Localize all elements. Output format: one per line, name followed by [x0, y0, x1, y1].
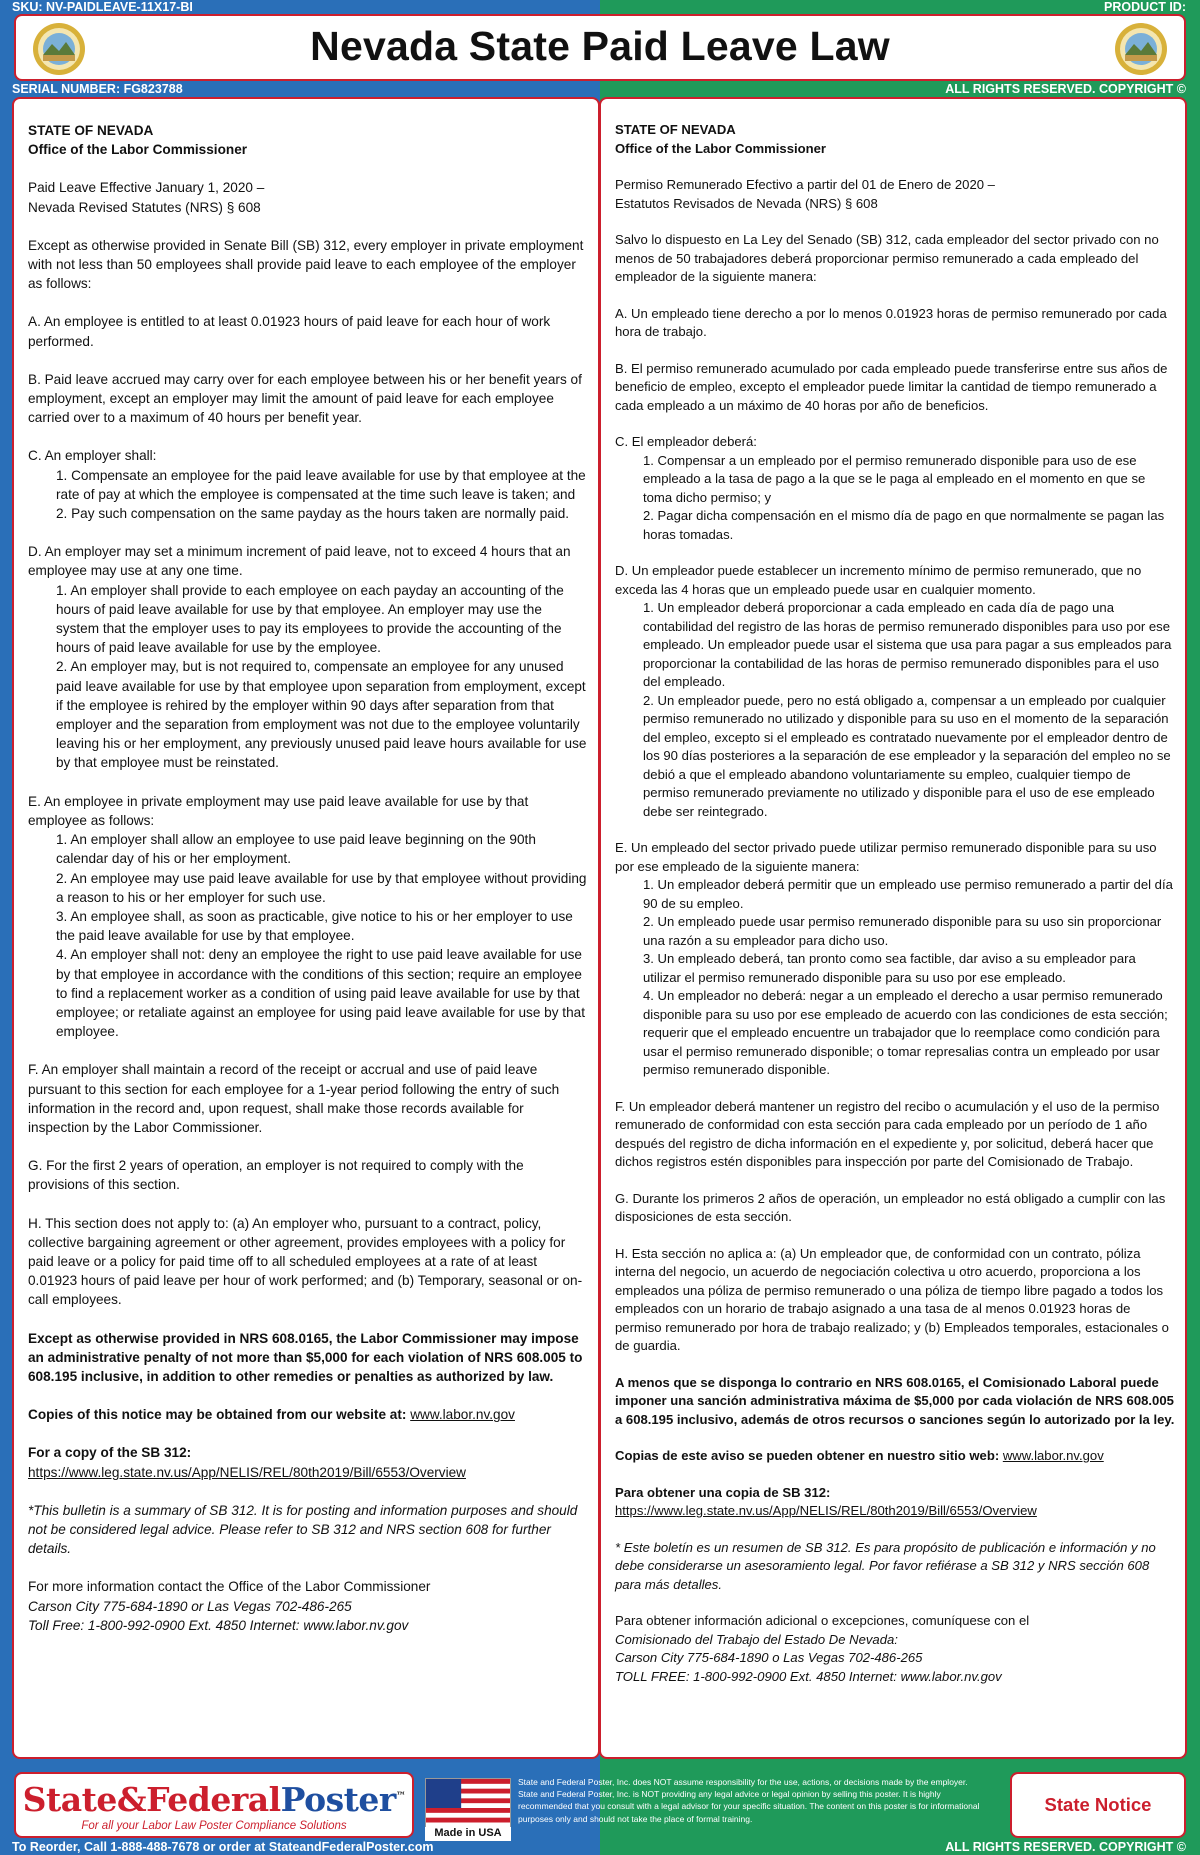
state-heading: STATE OF NEVADA — [615, 122, 736, 137]
sb-copy-label: Para obtener una copia de SB 312: — [615, 1484, 831, 1500]
section-e-item-2: 2. Un empleado puede usar permiso remunerado disponible para su uso sin proporcionar una razón a su empleador para dicho uso. — [643, 914, 1162, 948]
section-c-item-1: 1. Compensar a un empleado por el permiso remunerado disponible para uso de ese empleado a la tasa de pago a la que se le paga al empleado en el momento en que se toma dicho permiso; y — [643, 452, 1146, 505]
contact-line-2: Comisionado del Trabajo del Estado De Nevada: — [615, 1631, 898, 1647]
logo-tagline: For all your Labor Law Poster Compliance Solutions — [81, 1820, 347, 1832]
summary-note: * Este boletín es un resumen de SB 312. Es para propósito de publicación e información y no debe considerarse un asesoramiento legal. Por favor refiérase a SB 312 y NRS sección 608 para más detalles. — [615, 1539, 1156, 1592]
section-d-heading: D. Un empleador puede establecer un incremento mínimo de permiso remunerado, que no exceda las 4 horas que un empleado puede usar en cualquier momento. — [615, 563, 1142, 597]
section-e-item-4: 4. Un empleador no deberá: negar a un empleado el derecho a usar permiso remunerado disponible para su uso por ese empleado de acuerdo con las condiciones de esta sección; requerir que el empleado encuentre un trabajador que lo reemplace como condición para usar el permiso remunerado disponible; o tomar represalias contra un empleado por usar permiso remunerado disponible. — [643, 988, 1168, 1077]
effective-date: Paid Leave Effective January 1, 2020 – — [28, 180, 265, 196]
nevada-seal-icon — [1114, 22, 1168, 76]
website-link[interactable]: www.labor.nv.gov — [1002, 1448, 1104, 1463]
section-h: H. Esta sección no aplica a: (a) Un empleador que, de conformidad con un contrato, póliza interna del negocio, un acuerdo de negociación colectiva u otro acuerdo, proporciona a los empleados una póliza de permiso remunerado o una póliza de tiempo libre pagado a todos los empleados con un horario de trabajo asignado a una tasa de al menos 0.01923 horas de permiso remunerado por hora de trabajo realizado; y (b) Empleados temporales, estacionales o de guardia. — [615, 1245, 1169, 1353]
meta-strip — [0, 82, 1200, 96]
intro-paragraph: Except as otherwise provided in Senate Bill (SB) 312, every employer in private employment with not less than 50 employees shall provide paid leave to each employee of the employer as follows: — [28, 237, 584, 292]
section-d-item-2: 2. An employer may, but is not required to, compensate an employee for any unused paid leave available for use by that employee upon separation from employment, except if the employee is rehired by the employer within 90 days after separation from that employer and the separation from employment was not due to the employee voluntarily leaving his or her employment, any previously unused paid leave hours available for use by that employee must be reinstated. — [56, 659, 587, 771]
section-d-heading: D. An employer may set a minimum increment of paid leave, not to exceed 4 hours that an employee may use at any one time. — [28, 544, 571, 579]
disclaimer-text: State and Federal Poster, Inc. does NOT assume responsibility for the use, actions, or decisions made by the employer. State and Federal Poster, Inc. is NOT providing any legal advice or legal opinion by selling this poster. It is highly recommended that you consult with a legal advisor for your specific situation. The content on this poster is for informational purposes only and should not take the place of formal training. — [518, 1777, 980, 1824]
statute-reference: Estatutos Revisados de Nevada (NRS) § 608 — [615, 195, 878, 211]
contact-line-1: Para obtener información adicional o excepciones, comuníquese con el — [615, 1613, 1030, 1628]
office-heading: Office of the Labor Commissioner — [615, 140, 826, 156]
contact-line-1: For more information contact the Office of the Labor Commissioner — [28, 1579, 431, 1595]
title-banner — [14, 14, 1186, 81]
section-d — [28, 542, 588, 772]
section-c — [615, 433, 1175, 544]
section-e-heading: E. An employee in private employment may use paid leave available for use by that employee as follows: — [28, 793, 529, 828]
section-e-heading: E. Un empleado del sector privado puede utilizar permiso remunerado disponible para su uso por ese empleado de la siguiente manera: — [615, 840, 1157, 874]
spanish-column — [599, 97, 1187, 1759]
statute-reference: Nevada Revised Statutes (NRS) § 608 — [28, 199, 261, 215]
section-e-item-3: 3. Un empleado deberá, tan pronto como sea factible, dar aviso a su empleador para utilizar el permiso remunerado disponible para su uso por ese empleado. — [643, 951, 1136, 985]
copies-line — [615, 1447, 1175, 1466]
top-strip — [0, 0, 1200, 14]
page-title: Nevada State Paid Leave Law — [310, 23, 890, 69]
contact-line-3: Carson City 775-684-1890 o Las Vegas 702-486-265 — [615, 1650, 923, 1665]
penalty-paragraph: A menos que se disponga lo contrario en NRS 608.0165, el Comisionado Laboral puede imponer una sanción administrativa máxima de $5,000 por cada violación de NRS 608.005 a 608.195 inclusivo, además de otros recursos o sanciones según lo autorizado por la ley. — [615, 1374, 1175, 1427]
made-in-usa-label: Made in USA — [425, 1827, 511, 1841]
section-e-item-1: 1. Un empleador deberá permitir que un empleado use permiso remunerado a partir del día 90 de su empleo. — [643, 877, 1173, 911]
section-c-item-2: 2. Pagar dicha compensación en el mismo día de pago en que normalmente se pagan las horas tomadas. — [643, 508, 1165, 542]
website-link[interactable]: www.labor.nv.gov — [410, 1407, 515, 1423]
section-e-item-3: 3. An employee shall, as soon as practicable, give notice to his or her employer to use the paid leave available for use by that employee. — [56, 908, 573, 944]
section-d — [615, 562, 1175, 821]
contact-line-3: Toll Free: 1-800-992-0900 Ext. 4850 Internet: www.labor.nv.gov — [28, 1617, 409, 1633]
section-d-item-1: 1. An employer shall provide to each employee on each payday an accounting of the hours of paid leave available for use by that employee. An employer may use the system that the employer uses to pay its employees to provide the accounting of the hours of paid leave available for use by the employee. — [56, 582, 564, 656]
section-c-heading: C. An employer shall: — [28, 448, 157, 464]
sb-copy-label: For a copy of the SB 312: — [28, 1445, 192, 1461]
copies-label: Copias de este aviso se pueden obtener en nuestro sitio web: — [615, 1448, 1003, 1463]
effective-date: Permiso Remunerado Efectivo a partir del 01 de Enero de 2020 – — [615, 177, 995, 192]
section-e-item-2: 2. An employee may use paid leave available for use by that employee without providing a reason to his or her employer for such use. — [56, 870, 587, 905]
section-c-item-2: 2. Pay such compensation on the same payday as the hours taken are normally paid. — [56, 506, 570, 522]
intro-paragraph: Salvo lo dispuesto en La Ley del Senado (SB) 312, cada empleador del sector privado con no menos de 50 trabajadores deberá proporcionar permiso remunerado a cada empleado del empleador de la siguiente manera: — [615, 232, 1159, 284]
copies-label: Copies of this notice may be obtained from our website at: — [28, 1407, 411, 1423]
section-b: B. Paid leave accrued may carry over for each employee between his or her benefit years of employment, except an employer may limit the amount of paid leave for each employee carried over to a maximum of 40 hours per benefit year. — [28, 371, 582, 426]
product-id-label: PRODUCT ID: — [1104, 0, 1186, 14]
copies-line — [28, 1405, 588, 1424]
office-heading: Office of the Labor Commissioner — [28, 142, 248, 158]
section-b: B. El permiso remunerado acumulado por cada empleado puede transferirse entre sus años de beneficio de empleo, excepto el empleador puede limitar la cantidad de tiempo remunerado a cada empleado a un máximo de 40 horas por año de beneficios. — [615, 360, 1168, 413]
section-e-item-1: 1. An employer shall allow an employee to use paid leave beginning on the 90th calendar day of his or her employment. — [56, 832, 536, 867]
state-heading: STATE OF NEVADA — [28, 123, 154, 138]
bottom-strip — [0, 1840, 1200, 1854]
section-e — [615, 839, 1175, 1080]
sb-link[interactable]: https://www.leg.state.nv.us/App/NELIS/REL/80th2019/Bill/6553/Overview — [28, 1464, 466, 1480]
summary-note: *This bulletin is a summary of SB 312. It is for posting and information purposes and should not be considered legal advice. Please refer to SB 312 and NRS section 608 for further details. — [28, 1502, 578, 1557]
english-column — [12, 97, 600, 1759]
section-g: G. For the first 2 years of operation, an employer is not required to comply with the provisions of this section. — [28, 1158, 524, 1193]
contact-line-4: TOLL FREE: 1-800-992-0900 Ext. 4850 Internet: www.labor.nv.gov — [615, 1668, 1002, 1684]
logo-wordmark: State&FederalPoster™ — [22, 1780, 406, 1819]
section-f: F. An employer shall maintain a record of the receipt or accrual and use of paid leave pursuant to this section for each employee for a 1-year period following the entry of such information in the record and, upon request, shall make those records available for inspection by the Labor Commissioner. — [28, 1062, 560, 1135]
section-d-item-2: 2. Un empleador puede, pero no está obligado a, compensar a un empleado por cualquier permiso remunerado no utilizado y disponible para su uso en el momento de la separación del empleo, excepto si el empleado es contratado nuevamente por el empleador dentro de los 90 días posteriores a la separación de ese empleador y la separación del empleo no se debió a que el empleado abandono voluntariamente su empleo, cualquier tiempo de permiso remunerado previamente no utilizado y disponible para el uso de ese empleado debe ser reintegrado. — [643, 692, 1171, 819]
sb-link[interactable]: https://www.leg.state.nv.us/App/NELIS/REL/80th2019/Bill/6553/Overview — [615, 1503, 1037, 1518]
section-h: H. This section does not apply to: (a) An employer who, pursuant to a contract, policy, collective bargaining agreement or other agreement, provides employees with a policy for paid leave or a policy for paid time off to all scheduled employees at a rate of at least 0.01923 hours of paid leave per hour of work performed; and (b) Temporary, seasonal or on-call employees. — [28, 1215, 583, 1308]
section-a: A. An employee is entitled to at least 0.01923 hours of paid leave for each hour of work performed. — [28, 314, 551, 349]
state-notice-badge: State Notice — [1010, 1772, 1186, 1838]
section-g: G. Durante los primeros 2 años de operación, un empleador no está obligado a cumplir con las disposiciones de esta sección. — [615, 1190, 1166, 1224]
section-e-item-4: 4. An employer shall not: deny an employee the right to use paid leave available for use by that employee in accordance with the conditions of this section; require an employee to find a replacement worker as a condition of using paid leave available for use by that employee; or retaliate against an employee for using paid leave available for use by that employee. — [56, 947, 585, 1040]
copyright-top: ALL RIGHTS RESERVED. COPYRIGHT © — [945, 82, 1186, 96]
penalty-paragraph: Except as otherwise provided in NRS 608.0165, the Labor Commissioner may impose an administrative penalty of not more than $5,000 for each violation of NRS 608.005 to 608.195 inclusive, in addition to other remedies or penalties as authorized by law. — [28, 1330, 583, 1384]
section-e — [28, 792, 588, 1042]
brand-logo[interactable] — [14, 1772, 414, 1838]
section-c-item-1: 1. Compensate an employee for the paid leave available for use by that employee at the rate of pay at which the employee is compensated at the time such leave is taken; and — [56, 467, 586, 502]
section-c — [28, 446, 588, 523]
reorder-info[interactable]: To Reorder, Call 1-888-488-7678 or order at StateandFederalPoster.com — [12, 1840, 434, 1854]
contact-line-2: Carson City 775-684-1890 or Las Vegas 702-486-265 — [28, 1598, 352, 1614]
section-c-heading: C. El empleador deberá: — [615, 434, 757, 449]
serial-number: SERIAL NUMBER: FG823788 — [12, 82, 183, 96]
copyright-bottom: ALL RIGHTS RESERVED. COPYRIGHT © — [945, 1840, 1186, 1854]
section-f: F. Un empleador deberá mantener un registro del recibo o acumulación y el uso de la permiso remunerado de conformidad con esta sección para cada empleado por un período de 1 año después del registro de dicha información en el expediente y, por solicitud, deberá hacer que dichos registros estén disponibles para inspección por parte del Comisionado de Trabajo. — [615, 1098, 1160, 1169]
section-a: A. Un empleado tiene derecho a por lo menos 0.01923 horas de permiso remunerado por cada hora de trabajo. — [615, 305, 1167, 339]
sku-label: SKU: NV-PAIDLEAVE-11X17-BI — [12, 0, 193, 14]
section-d-item-1: 1. Un empleador deberá proporcionar a cada empleado en cada día de pago una contabilidad del registro de las horas de permiso remunerado disponibles para uso por ese empleado. Un empleador puede usar el sistema que usa para pagar a sus empleados para proporcionar la contabilidad de las horas de permiso remunerado disponibles para el uso del empleado. — [643, 600, 1172, 689]
